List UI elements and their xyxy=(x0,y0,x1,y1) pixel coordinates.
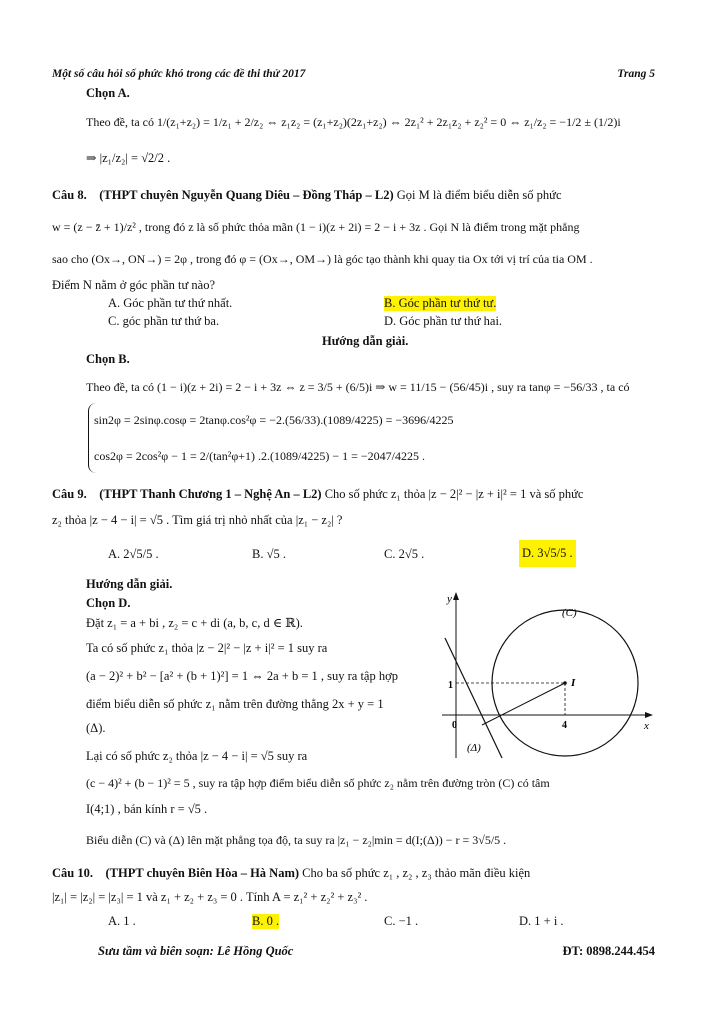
q10-source: (THPT chuyên Biên Hòa – Hà Nam) xyxy=(105,866,300,880)
q9-option-b: B. √5 . xyxy=(252,547,286,561)
q10-option-b-highlighted: B. 0 . xyxy=(252,914,280,928)
perpendicular-segment xyxy=(482,683,565,725)
q9-number: Câu 9. xyxy=(52,487,87,501)
q10-number: Câu 10. xyxy=(52,866,93,880)
q9-option-c: C. 2√5 . xyxy=(384,547,425,561)
coordinate-graph xyxy=(440,590,655,760)
q10-text-1: Cho ba số phức z₁ , z₂ , z₃ thảo mãn điều kiện xyxy=(302,866,531,880)
q8-text-1: Gọi M là điểm biểu diễn số phức xyxy=(396,188,562,202)
q8-text-3: sao cho (Ox→, ON→) = 2φ , trong đó φ = (Ox→, OM→) là góc tạo thành khi quay tia Ox tới vị trí của tia OM . xyxy=(52,252,593,266)
q9-solution-2: Ta có số phức z₁ thỏa |z − 2|² − |z + i|² = 1 suy ra xyxy=(86,641,328,655)
q10-option-d: D. 1 + i . xyxy=(519,914,564,928)
origin-label: 0 xyxy=(452,720,457,731)
header-title: Một số câu hỏi số phức khó trong các đề thi thử 2017 xyxy=(52,68,306,80)
q9-solution-4: điểm biểu diễn số phức z₁ nằm trên đường thẳng 2x + y = 1 xyxy=(86,697,384,711)
q8-guide-heading: Hướng dẫn giải. xyxy=(322,334,409,348)
q9-option-a: A. 2√5/5 . xyxy=(108,547,159,561)
q9-answer: Chọn D. xyxy=(86,596,131,610)
x-axis-arrow xyxy=(645,712,653,718)
q8-option-b-highlighted: B. Góc phần tư thứ tư. xyxy=(384,296,497,310)
footer-phone: ĐT: 0898.244.454 xyxy=(562,944,655,958)
q9-solution-5: (Δ). xyxy=(86,721,106,735)
q8-stem-line-1 xyxy=(52,188,562,203)
x-tick-4: 4 xyxy=(562,720,567,731)
q10-text-2: |z₁| = |z₂| = |z₃| = 1 và z₁ + z₂ + z₃ = 0 . Tính A = z₁² + z₂² + z₃² . xyxy=(52,890,368,904)
q8-text-4: Điểm N nằm ở góc phần tư nào? xyxy=(52,278,215,292)
circle-label: (C) xyxy=(562,607,577,619)
q9-stem-line-1 xyxy=(52,487,583,502)
line-label: (Δ) xyxy=(467,742,481,754)
q9-guide-heading: Hướng dẫn giải. xyxy=(86,577,173,591)
prev-solution-line-2: ⇒ |z₁/z₂| = √2/2 . xyxy=(86,151,171,165)
q8-solution-1: Theo đề, ta có (1 − i)(z + 2i) = 2 − i + 3z ⇔ z = 3/5 + (6/5)i ⇒ w = 11/15 − (56/45)i , suy ra tanφ = −56/33 , ta có xyxy=(86,380,630,394)
q8-source: (THPT chuyên Nguyễn Quang Diêu – Đồng Tháp – L2) xyxy=(99,188,394,202)
page-header xyxy=(52,68,655,80)
q10-option-a: A. 1 . xyxy=(108,914,136,928)
y-tick-1: 1 xyxy=(448,680,453,691)
prev-answer: Chọn A. xyxy=(86,86,130,100)
q9-solution-6: Lại có số phức z₂ thỏa |z − 4 − i| = √5 suy ra xyxy=(86,749,308,763)
q9-source: (THPT Thanh Chương 1 – Nghệ An – L2) xyxy=(99,487,322,501)
q8-option-a: A. Góc phần tư thứ nhất. xyxy=(108,296,233,310)
q9-solution-9: Biểu diễn (C) và (Δ) lên mặt phẳng tọa độ, ta suy ra |z₁ − z₂|min = d(I;(Δ)) − r = 3√5/5 . xyxy=(86,833,507,847)
q8-text-2: w = (z − z̄ + 1)/z² , trong đó z là số phức thỏa mãn (1 − i)(z + 2i) = 2 − i + 3z . Gọi N là điểm trong mặt phẳng xyxy=(52,220,580,234)
y-axis-label: y xyxy=(447,593,452,605)
q9-solution-3: (a − 2)² + b² − [a² + (b + 1)²] = 1 ⇔ 2a + b = 1 , suy ra tập hợp xyxy=(86,669,398,683)
prev-solution-line-1: Theo đề, ta có 1/(z₁+z₂) = 1/z₁ + 2/z₂ ⇔ z₁z₂ = (z₁+z₂)(2z₁+z₂) ⇔ 2z₁² + 2z₁z₂ + z₂² = 0 ⇔ z₁/z₂ = −1/2 ± (1/2)i xyxy=(86,115,621,129)
y-axis-arrow xyxy=(453,592,459,600)
page-footer xyxy=(98,944,655,959)
q9-text-1: Cho số phức z₁ thỏa |z − 2|² − |z + i|² = 1 và số phức xyxy=(324,487,584,501)
footer-author: Sưu tầm và biên soạn: Lê Hồng Quốc xyxy=(98,944,294,958)
x-axis-label: x xyxy=(644,720,649,732)
q9-text-2: z₂ thỏa |z − 4 − i| = √5 . Tìm giá trị nhỏ nhất của |z₁ − z₂| ? xyxy=(52,513,343,527)
q9-solution-7: (c − 4)² + (b − 1)² = 5 , suy ra tập hợp điểm biểu diễn số phức z₂ nằm trên đường tròn (C) có tâm xyxy=(86,776,550,790)
q9-option-d-highlighted: D. 3√5/5 . xyxy=(519,540,576,567)
q8-solution-3: cos2φ = 2cos²φ − 1 = 2/(tan²φ+1) .2.(1089/4225) − 1 = −2047/4225 . xyxy=(94,449,425,463)
center-label: I xyxy=(571,677,576,689)
q8-number: Câu 8. xyxy=(52,188,87,202)
q8-answer: Chọn B. xyxy=(86,352,130,366)
q9-solution-1: Đặt z₁ = a + bi , z₂ = c + di (a, b, c, d ∈ ℝ). xyxy=(86,616,303,630)
page-number: Trang 5 xyxy=(617,68,655,80)
q10-stem-line-1 xyxy=(52,866,530,881)
q10-option-c: C. −1 . xyxy=(384,914,419,928)
q8-solution-2: sin2φ = 2sinφ.cosφ = 2tanφ.cos²φ = −2.(56/33).(1089/4225) = −3696/4225 xyxy=(94,413,454,427)
q8-option-c: C. góc phần tư thứ ba. xyxy=(108,314,220,328)
q8-option-d: D. Góc phần tư thứ hai. xyxy=(384,314,503,328)
q9-solution-8: I(4;1) , bán kính r = √5 . xyxy=(86,802,208,816)
